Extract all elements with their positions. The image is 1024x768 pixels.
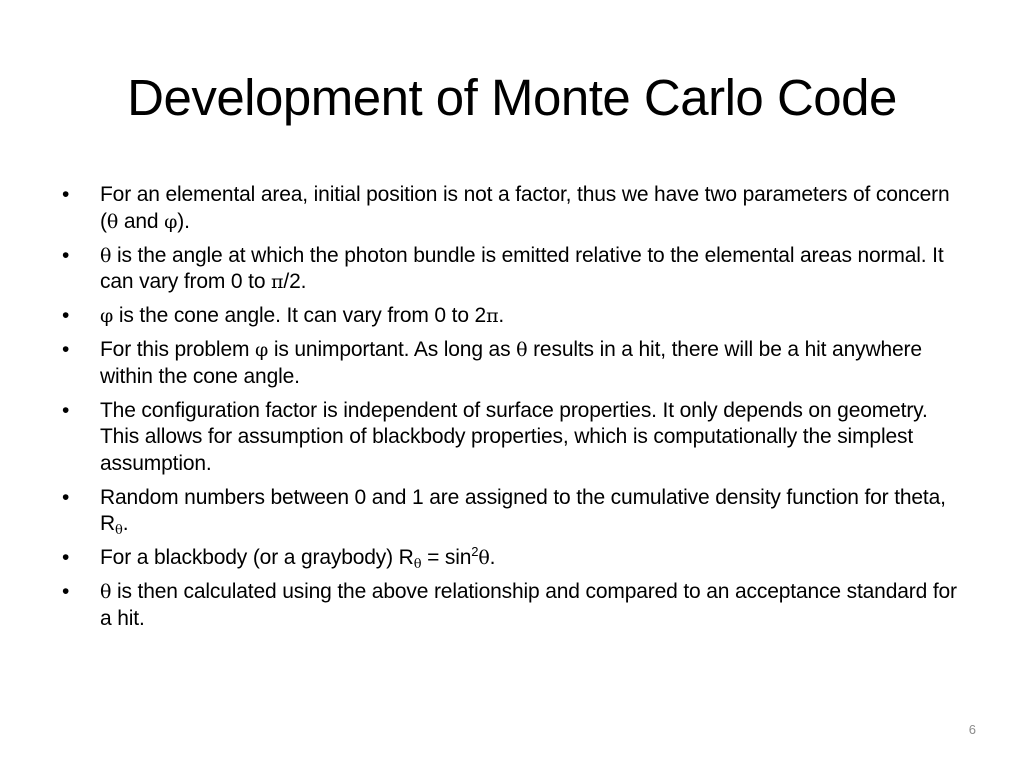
bullet-text: . (122, 512, 129, 535)
bullet-text: For this problem (100, 338, 256, 361)
bullet-item-4 (62, 337, 962, 390)
bullet-text: . (489, 546, 496, 569)
bullet-text: . (498, 304, 505, 327)
bullet-text: Random numbers between 0 and 1 are assigned to the cumulative density function for theta, R (100, 485, 946, 535)
pi-symbol: π (486, 305, 499, 327)
theta-symbol: θ (516, 339, 528, 361)
bullet-marker: • (62, 243, 70, 267)
bullet-marker: • (62, 338, 70, 361)
bullet-text: = sin (421, 546, 472, 569)
bullet-text: is the angle at which the photon bundle is emitted relative to the elemental areas normal. It can vary from 0 to (100, 243, 944, 293)
phi-symbol: φ (255, 339, 269, 361)
bullet-list (62, 182, 962, 640)
phi-symbol: φ (100, 305, 114, 327)
bullet-text: The configuration factor is independent of surface properties. It only depends on geometry. This allows for assumption of blackbody properties, which is computationally the simplest assumption. (100, 398, 928, 475)
theta-symbol: θ (100, 581, 112, 603)
bullet-marker: • (62, 183, 70, 206)
theta-subscript: θ (115, 523, 123, 538)
theta-symbol: θ (106, 210, 119, 233)
theta-symbol: θ (478, 547, 490, 569)
phi-symbol: φ (164, 210, 178, 233)
bullet-item-6 (62, 485, 962, 538)
bullet-item-3 (62, 303, 962, 330)
slide-title: Development of Monte Carlo Code (127, 69, 897, 126)
bullet-item-5 (62, 398, 962, 478)
bullet-text: is then calculated using the above relationship and compared to an acceptance standard for a hit. (100, 580, 957, 630)
bullet-item-7 (62, 545, 962, 572)
slide-number: 6 (968, 722, 976, 737)
bullet-marker: • (62, 398, 70, 422)
bullet-text: /2. (283, 270, 307, 293)
theta-symbol: θ (100, 244, 112, 267)
bullet-marker: • (62, 580, 70, 603)
bullet-text: ). (177, 209, 190, 233)
bullet-marker: • (62, 485, 70, 509)
bullet-text: is the cone angle. It can vary from 0 to 2 (113, 304, 487, 327)
bullet-item-2 (62, 243, 962, 296)
theta-subscript: θ (413, 557, 422, 572)
bullet-text: results in a hit, there will be a hit anywhere within the cone angle. (100, 338, 922, 388)
bullet-text: and (118, 209, 165, 233)
bullet-text: is unimportant. As long as (268, 338, 517, 361)
bullet-marker: • (62, 546, 70, 569)
bullet-item-1 (62, 182, 962, 235)
bullet-item-8 (62, 579, 962, 632)
pi-symbol: π (271, 271, 284, 293)
squared-superscript: 2 (471, 544, 479, 559)
bullet-text: For a blackbody (or a graybody) R (100, 546, 414, 569)
bullet-text: For an elemental area, initial position is not a factor, thus we have two parameters of concern ( (100, 183, 950, 233)
bullet-marker: • (62, 304, 70, 327)
